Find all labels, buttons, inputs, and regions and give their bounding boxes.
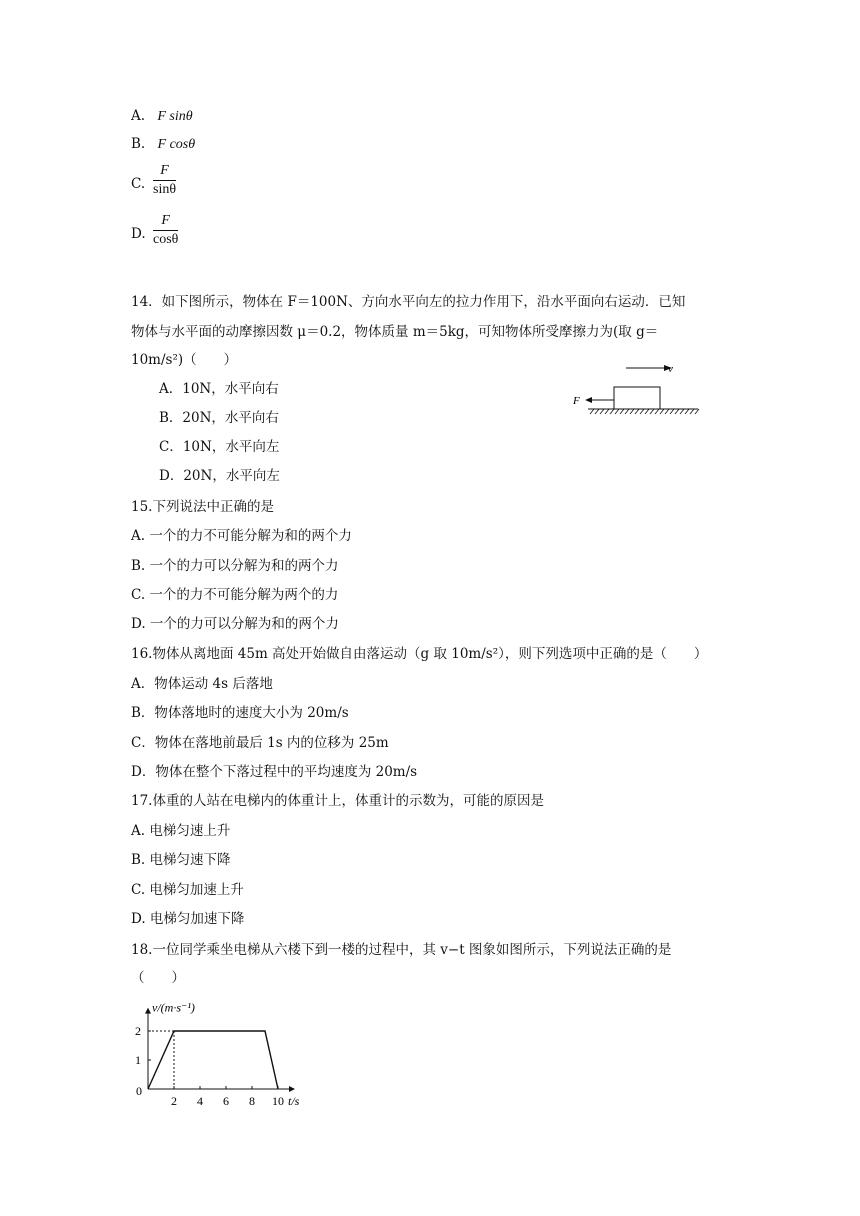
q13-option-d-letter: D.: [131, 226, 146, 242]
q14-option-b: B．20N，水平向右: [159, 410, 279, 426]
hatch-stroke: [695, 409, 699, 414]
hatch-stroke: [620, 409, 624, 414]
q14-option-c: C．10N，水平向左: [159, 439, 280, 455]
q16-option-d: D．物体在整个下落过程中的平均速度为 20m/s: [131, 764, 418, 780]
velocity-label: v: [668, 363, 673, 375]
hatch-stroke: [610, 409, 614, 414]
hatch-stroke: [665, 409, 669, 414]
hatch-stroke: [655, 409, 659, 414]
force-arrowhead: [585, 397, 592, 403]
q13-option-c-letter: C.: [131, 176, 146, 192]
y-axis-arrowhead: [145, 1008, 151, 1014]
q15-option-d: D. 一个的力可以分解为和的两个力: [131, 616, 339, 632]
q15-option-b: B. 一个的力可以分解为和的两个力: [131, 558, 339, 574]
q17-option-a: A. 电梯匀速上升: [131, 823, 231, 839]
option-letter: A.: [131, 108, 146, 124]
q13-option-d-fraction: [153, 212, 178, 249]
fraction-numerator: F: [153, 162, 176, 181]
hatch-stroke: [605, 409, 609, 414]
hatch-stroke: [685, 409, 689, 414]
hatch-stroke: [650, 409, 654, 414]
q18-answer-bracket: （ ）: [131, 970, 185, 986]
hatch-stroke: [590, 409, 594, 414]
option-expression: F sinθ: [157, 109, 193, 124]
x-tick-label: 10: [272, 1094, 284, 1108]
x-axis-label: t/s: [288, 1094, 300, 1108]
hatch-stroke: [670, 409, 674, 414]
hatch-stroke: [595, 409, 599, 414]
q13-option-a: [131, 107, 193, 126]
q13-option-b: [131, 135, 195, 154]
force-label: F: [573, 395, 580, 407]
x-tick-label: 8: [249, 1094, 255, 1108]
q17-option-b: B. 电梯匀速下降: [131, 852, 231, 868]
q15-option-c: C. 一个的力不可能分解为两个的力: [131, 587, 339, 603]
x-tick-label: 2: [171, 1094, 177, 1108]
q17-stem: 17.体重的人站在电梯内的体重计上，体重计的示数为，可能的原因是: [131, 793, 544, 809]
x-tick-label: 6: [223, 1094, 229, 1108]
q18-stem: 18.一位同学乘坐电梯从六楼下到一楼的过程中，其 v−t 图象如图所示，下列说法正确的是: [131, 942, 672, 958]
hatch-stroke: [635, 409, 639, 414]
hatch-stroke: [630, 409, 634, 414]
x-axis-arrowhead: [289, 1086, 295, 1092]
q14-option-d: D．20N，水平向左: [159, 468, 280, 484]
q13-option-c-fraction: [153, 162, 176, 199]
q14-option-a: A．10N，水平向右: [159, 381, 279, 397]
hatch-stroke: [625, 409, 629, 414]
q17-option-c: C. 电梯匀加速上升: [131, 882, 244, 898]
option-letter: B.: [131, 136, 146, 152]
block: [614, 387, 660, 409]
q16-option-a: A．物体运动 4s 后落地: [131, 676, 273, 692]
y-tick-label: 2: [135, 1024, 141, 1038]
fraction-numerator: F: [153, 212, 178, 231]
y-axis-label: v/(m·s⁻¹): [152, 1000, 195, 1015]
q18-vt-chart: [128, 995, 318, 1110]
hatch-stroke: [645, 409, 649, 414]
q16-option-c: C．物体在落地前最后 1s 内的位移为 25m: [131, 735, 389, 751]
q15-option-a: A. 一个的力不可能分解为和的两个力: [131, 528, 352, 544]
velocity-series-line: [148, 1031, 278, 1089]
q14-block-figure: [568, 358, 704, 420]
fraction-denominator: sinθ: [153, 182, 177, 197]
x-tick-label: 4: [197, 1094, 203, 1108]
hatch-stroke: [600, 409, 604, 414]
q14-stem-line-1: 14．如下图所示，物体在 F＝100N、方向水平向左的拉力作用下，沿水平面向右运动．已知: [131, 294, 686, 310]
q14-stem-line-2: 物体与水平面的动摩擦因数 μ＝0.2，物体质量 m＝5kg，可知物体所受摩擦力为(取 g＝: [131, 324, 659, 340]
hatch-stroke: [660, 409, 664, 414]
fraction-denominator: cosθ: [153, 232, 179, 247]
q16-stem: 16.物体从离地面 45m 高处开始做自由落运动（g 取 10m/s²），则下列选项中正确的是（ ）: [131, 646, 708, 662]
hatch-stroke: [640, 409, 644, 414]
ground-hatching: [590, 409, 699, 414]
option-expression: F cosθ: [157, 137, 196, 152]
q15-stem: 15.下列说法中正确的是: [131, 499, 274, 515]
hatch-stroke: [675, 409, 679, 414]
q14-stem-line-3: 10m/s²)（ ）: [131, 352, 238, 368]
hatch-stroke: [615, 409, 619, 414]
origin-label: 0: [136, 1084, 142, 1098]
q16-option-b: B．物体落地时的速度大小为 20m/s: [131, 705, 349, 721]
y-tick-label: 1: [135, 1053, 141, 1067]
q17-option-d: D. 电梯匀加速下降: [131, 911, 245, 927]
hatch-stroke: [690, 409, 694, 414]
hatch-stroke: [680, 409, 684, 414]
